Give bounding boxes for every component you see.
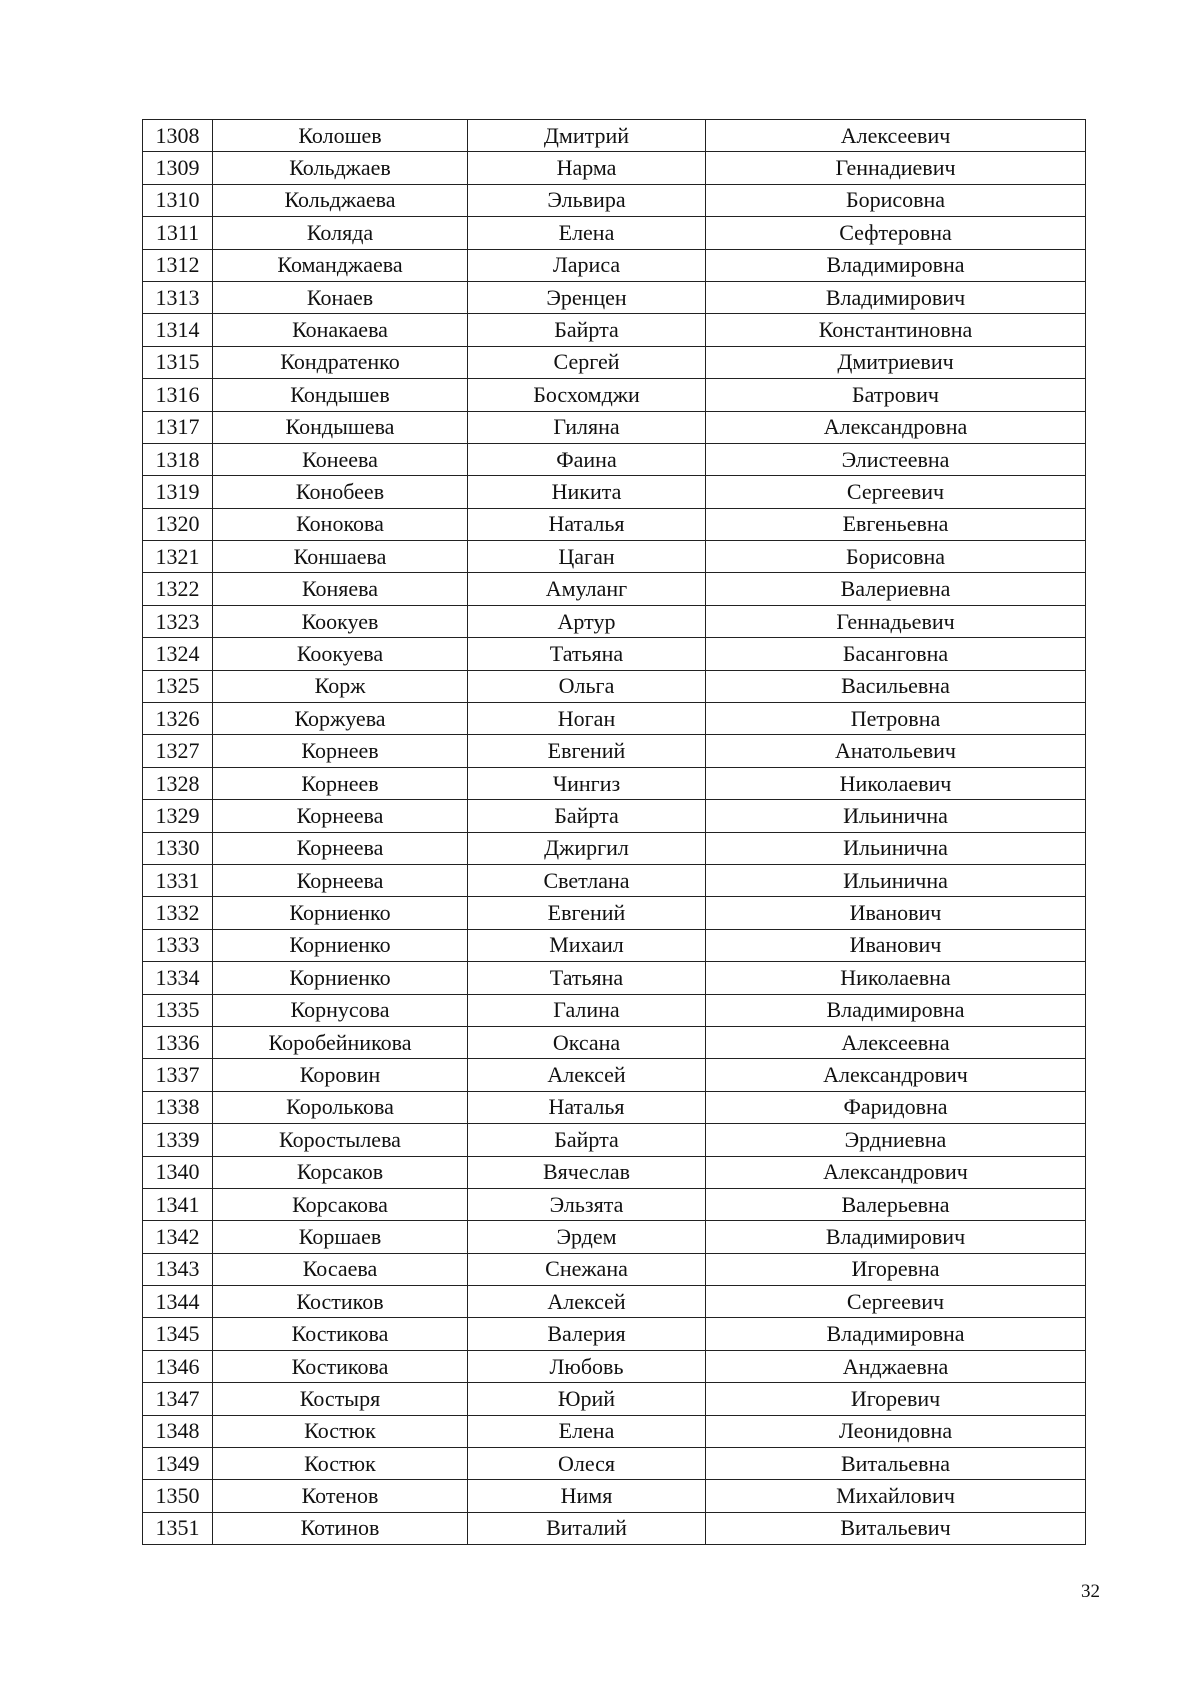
table-row xyxy=(143,1091,1086,1123)
table-row xyxy=(143,1318,1086,1350)
surname-cell: Корнеев xyxy=(213,767,468,799)
table-row xyxy=(143,1026,1086,1058)
table-row xyxy=(143,281,1086,313)
row-number-cell: 1320 xyxy=(143,508,213,540)
roster-table-body xyxy=(143,120,1086,1545)
surname-cell: Костюк xyxy=(213,1415,468,1447)
surname-cell: Коршаев xyxy=(213,1221,468,1253)
table-row xyxy=(143,1156,1086,1188)
row-number-cell: 1351 xyxy=(143,1512,213,1544)
row-number-cell: 1338 xyxy=(143,1091,213,1123)
table-row xyxy=(143,864,1086,896)
patronymic-cell: Владимировна xyxy=(706,1318,1086,1350)
table-row xyxy=(143,476,1086,508)
patronymic-cell: Константиновна xyxy=(706,314,1086,346)
surname-cell: Кольджаева xyxy=(213,184,468,216)
row-number-cell: 1343 xyxy=(143,1253,213,1285)
surname-cell: Корнеева xyxy=(213,832,468,864)
surname-cell: Костыря xyxy=(213,1383,468,1415)
row-number-cell: 1312 xyxy=(143,249,213,281)
table-row xyxy=(143,314,1086,346)
first-name-cell: Джиргил xyxy=(468,832,706,864)
first-name-cell: Светлана xyxy=(468,864,706,896)
table-row xyxy=(143,379,1086,411)
surname-cell: Корнеева xyxy=(213,864,468,896)
surname-cell: Корниенко xyxy=(213,897,468,929)
patronymic-cell: Басанговна xyxy=(706,638,1086,670)
first-name-cell: Байрта xyxy=(468,800,706,832)
row-number-cell: 1333 xyxy=(143,929,213,961)
table-row xyxy=(143,541,1086,573)
first-name-cell: Елена xyxy=(468,1415,706,1447)
first-name-cell: Ольга xyxy=(468,670,706,702)
surname-cell: Костикова xyxy=(213,1318,468,1350)
first-name-cell: Эрдем xyxy=(468,1221,706,1253)
table-row xyxy=(143,703,1086,735)
surname-cell: Костикова xyxy=(213,1350,468,1382)
row-number-cell: 1342 xyxy=(143,1221,213,1253)
table-row xyxy=(143,346,1086,378)
table-row xyxy=(143,1350,1086,1382)
patronymic-cell: Владимировна xyxy=(706,249,1086,281)
table-row xyxy=(143,249,1086,281)
surname-cell: Коляда xyxy=(213,217,468,249)
row-number-cell: 1317 xyxy=(143,411,213,443)
surname-cell: Коростылева xyxy=(213,1124,468,1156)
first-name-cell: Татьяна xyxy=(468,962,706,994)
patronymic-cell: Борисовна xyxy=(706,184,1086,216)
first-name-cell: Юрий xyxy=(468,1383,706,1415)
first-name-cell: Дмитрий xyxy=(468,120,706,152)
surname-cell: Конеева xyxy=(213,443,468,475)
first-name-cell: Нимя xyxy=(468,1480,706,1512)
surname-cell: Конакаева xyxy=(213,314,468,346)
first-name-cell: Наталья xyxy=(468,1091,706,1123)
first-name-cell: Никита xyxy=(468,476,706,508)
row-number-cell: 1344 xyxy=(143,1286,213,1318)
table-row xyxy=(143,120,1086,152)
patronymic-cell: Ильинична xyxy=(706,832,1086,864)
first-name-cell: Босхомджи xyxy=(468,379,706,411)
row-number-cell: 1325 xyxy=(143,670,213,702)
table-row xyxy=(143,929,1086,961)
surname-cell: Котенов xyxy=(213,1480,468,1512)
first-name-cell: Гиляна xyxy=(468,411,706,443)
table-row xyxy=(143,184,1086,216)
first-name-cell: Лариса xyxy=(468,249,706,281)
patronymic-cell: Фаридовна xyxy=(706,1091,1086,1123)
row-number-cell: 1309 xyxy=(143,152,213,184)
row-number-cell: 1313 xyxy=(143,281,213,313)
first-name-cell: Наталья xyxy=(468,508,706,540)
surname-cell: Коншаева xyxy=(213,541,468,573)
table-row xyxy=(143,1512,1086,1544)
patronymic-cell: Леонидовна xyxy=(706,1415,1086,1447)
surname-cell: Корсаков xyxy=(213,1156,468,1188)
table-row xyxy=(143,1448,1086,1480)
surname-cell: Кондышева xyxy=(213,411,468,443)
table-row xyxy=(143,605,1086,637)
table-row xyxy=(143,1415,1086,1447)
first-name-cell: Байрта xyxy=(468,1124,706,1156)
table-row xyxy=(143,1286,1086,1318)
row-number-cell: 1349 xyxy=(143,1448,213,1480)
row-number-cell: 1314 xyxy=(143,314,213,346)
surname-cell: Корниенко xyxy=(213,929,468,961)
row-number-cell: 1319 xyxy=(143,476,213,508)
patronymic-cell: Игоревич xyxy=(706,1383,1086,1415)
surname-cell: Команджаева xyxy=(213,249,468,281)
row-number-cell: 1347 xyxy=(143,1383,213,1415)
first-name-cell: Снежана xyxy=(468,1253,706,1285)
surname-cell: Коржуева xyxy=(213,703,468,735)
first-name-cell: Цаган xyxy=(468,541,706,573)
patronymic-cell: Сефтеровна xyxy=(706,217,1086,249)
table-row xyxy=(143,897,1086,929)
patronymic-cell: Михайлович xyxy=(706,1480,1086,1512)
patronymic-cell: Алексеевна xyxy=(706,1026,1086,1058)
patronymic-cell: Валериевна xyxy=(706,573,1086,605)
page-number: 32 xyxy=(1081,1581,1100,1602)
first-name-cell: Алексей xyxy=(468,1059,706,1091)
row-number-cell: 1308 xyxy=(143,120,213,152)
patronymic-cell: Борисовна xyxy=(706,541,1086,573)
table-row xyxy=(143,670,1086,702)
patronymic-cell: Дмитриевич xyxy=(706,346,1086,378)
patronymic-cell: Владимирович xyxy=(706,281,1086,313)
patronymic-cell: Игоревна xyxy=(706,1253,1086,1285)
table-row xyxy=(143,638,1086,670)
row-number-cell: 1329 xyxy=(143,800,213,832)
first-name-cell: Виталий xyxy=(468,1512,706,1544)
first-name-cell: Артур xyxy=(468,605,706,637)
surname-cell: Кольджаев xyxy=(213,152,468,184)
row-number-cell: 1334 xyxy=(143,962,213,994)
first-name-cell: Оксана xyxy=(468,1026,706,1058)
patronymic-cell: Ильинична xyxy=(706,800,1086,832)
row-number-cell: 1326 xyxy=(143,703,213,735)
first-name-cell: Любовь xyxy=(468,1350,706,1382)
table-row xyxy=(143,152,1086,184)
table-row xyxy=(143,508,1086,540)
patronymic-cell: Витальевна xyxy=(706,1448,1086,1480)
table-row xyxy=(143,1253,1086,1285)
patronymic-cell: Ильинична xyxy=(706,864,1086,896)
first-name-cell: Валерия xyxy=(468,1318,706,1350)
surname-cell: Коробейникова xyxy=(213,1026,468,1058)
patronymic-cell: Геннадиевич xyxy=(706,152,1086,184)
roster-table xyxy=(142,119,1086,1545)
table-row xyxy=(143,800,1086,832)
first-name-cell: Чингиз xyxy=(468,767,706,799)
row-number-cell: 1345 xyxy=(143,1318,213,1350)
surname-cell: Корнеева xyxy=(213,800,468,832)
row-number-cell: 1341 xyxy=(143,1188,213,1220)
surname-cell: Котинов xyxy=(213,1512,468,1544)
surname-cell: Коокуева xyxy=(213,638,468,670)
table-row xyxy=(143,1188,1086,1220)
table-row xyxy=(143,1383,1086,1415)
table-row xyxy=(143,443,1086,475)
row-number-cell: 1316 xyxy=(143,379,213,411)
surname-cell: Кондратенко xyxy=(213,346,468,378)
surname-cell: Конобеев xyxy=(213,476,468,508)
patronymic-cell: Александрович xyxy=(706,1156,1086,1188)
surname-cell: Костиков xyxy=(213,1286,468,1318)
table-row xyxy=(143,994,1086,1026)
first-name-cell: Галина xyxy=(468,994,706,1026)
table-row xyxy=(143,217,1086,249)
patronymic-cell: Элистеевна xyxy=(706,443,1086,475)
surname-cell: Коокуев xyxy=(213,605,468,637)
row-number-cell: 1335 xyxy=(143,994,213,1026)
first-name-cell: Елена xyxy=(468,217,706,249)
row-number-cell: 1311 xyxy=(143,217,213,249)
surname-cell: Кондышев xyxy=(213,379,468,411)
surname-cell: Косаева xyxy=(213,1253,468,1285)
first-name-cell: Евгений xyxy=(468,897,706,929)
surname-cell: Коровин xyxy=(213,1059,468,1091)
patronymic-cell: Александровна xyxy=(706,411,1086,443)
patronymic-cell: Геннадьевич xyxy=(706,605,1086,637)
row-number-cell: 1337 xyxy=(143,1059,213,1091)
first-name-cell: Эльвира xyxy=(468,184,706,216)
patronymic-cell: Николаевич xyxy=(706,767,1086,799)
first-name-cell: Вячеслав xyxy=(468,1156,706,1188)
row-number-cell: 1340 xyxy=(143,1156,213,1188)
row-number-cell: 1336 xyxy=(143,1026,213,1058)
table-row xyxy=(143,832,1086,864)
row-number-cell: 1330 xyxy=(143,832,213,864)
table-row xyxy=(143,767,1086,799)
surname-cell: Корж xyxy=(213,670,468,702)
first-name-cell: Байрта xyxy=(468,314,706,346)
table-row xyxy=(143,962,1086,994)
patronymic-cell: Петровна xyxy=(706,703,1086,735)
patronymic-cell: Анатольевич xyxy=(706,735,1086,767)
first-name-cell: Олеся xyxy=(468,1448,706,1480)
table-row xyxy=(143,1480,1086,1512)
patronymic-cell: Валерьевна xyxy=(706,1188,1086,1220)
row-number-cell: 1310 xyxy=(143,184,213,216)
first-name-cell: Эренцен xyxy=(468,281,706,313)
first-name-cell: Татьяна xyxy=(468,638,706,670)
patronymic-cell: Владимировна xyxy=(706,994,1086,1026)
table-row xyxy=(143,573,1086,605)
patronymic-cell: Александрович xyxy=(706,1059,1086,1091)
first-name-cell: Алексей xyxy=(468,1286,706,1318)
first-name-cell: Амуланг xyxy=(468,573,706,605)
first-name-cell: Евгений xyxy=(468,735,706,767)
patronymic-cell: Анджаевна xyxy=(706,1350,1086,1382)
first-name-cell: Сергей xyxy=(468,346,706,378)
table-row xyxy=(143,735,1086,767)
row-number-cell: 1321 xyxy=(143,541,213,573)
row-number-cell: 1324 xyxy=(143,638,213,670)
table-row xyxy=(143,1124,1086,1156)
first-name-cell: Эльзята xyxy=(468,1188,706,1220)
patronymic-cell: Иванович xyxy=(706,929,1086,961)
patronymic-cell: Алексеевич xyxy=(706,120,1086,152)
surname-cell: Коняева xyxy=(213,573,468,605)
surname-cell: Колошев xyxy=(213,120,468,152)
row-number-cell: 1315 xyxy=(143,346,213,378)
row-number-cell: 1323 xyxy=(143,605,213,637)
patronymic-cell: Васильевна xyxy=(706,670,1086,702)
first-name-cell: Фаина xyxy=(468,443,706,475)
patronymic-cell: Иванович xyxy=(706,897,1086,929)
surname-cell: Корнеев xyxy=(213,735,468,767)
patronymic-cell: Батрович xyxy=(706,379,1086,411)
patronymic-cell: Сергеевич xyxy=(706,1286,1086,1318)
first-name-cell: Михаил xyxy=(468,929,706,961)
patronymic-cell: Владимирович xyxy=(706,1221,1086,1253)
row-number-cell: 1346 xyxy=(143,1350,213,1382)
patronymic-cell: Сергеевич xyxy=(706,476,1086,508)
patronymic-cell: Евгеньевна xyxy=(706,508,1086,540)
table-row xyxy=(143,411,1086,443)
patronymic-cell: Витальевич xyxy=(706,1512,1086,1544)
surname-cell: Королькова xyxy=(213,1091,468,1123)
patronymic-cell: Эрдниевна xyxy=(706,1124,1086,1156)
row-number-cell: 1327 xyxy=(143,735,213,767)
surname-cell: Конаев xyxy=(213,281,468,313)
surname-cell: Корсакова xyxy=(213,1188,468,1220)
row-number-cell: 1348 xyxy=(143,1415,213,1447)
row-number-cell: 1318 xyxy=(143,443,213,475)
surname-cell: Конокова xyxy=(213,508,468,540)
table-row xyxy=(143,1059,1086,1091)
row-number-cell: 1350 xyxy=(143,1480,213,1512)
row-number-cell: 1332 xyxy=(143,897,213,929)
table-row xyxy=(143,1221,1086,1253)
row-number-cell: 1339 xyxy=(143,1124,213,1156)
row-number-cell: 1328 xyxy=(143,767,213,799)
row-number-cell: 1322 xyxy=(143,573,213,605)
patronymic-cell: Николаевна xyxy=(706,962,1086,994)
surname-cell: Костюк xyxy=(213,1448,468,1480)
surname-cell: Корниенко xyxy=(213,962,468,994)
row-number-cell: 1331 xyxy=(143,864,213,896)
surname-cell: Корнусова xyxy=(213,994,468,1026)
first-name-cell: Нарма xyxy=(468,152,706,184)
first-name-cell: Ноган xyxy=(468,703,706,735)
